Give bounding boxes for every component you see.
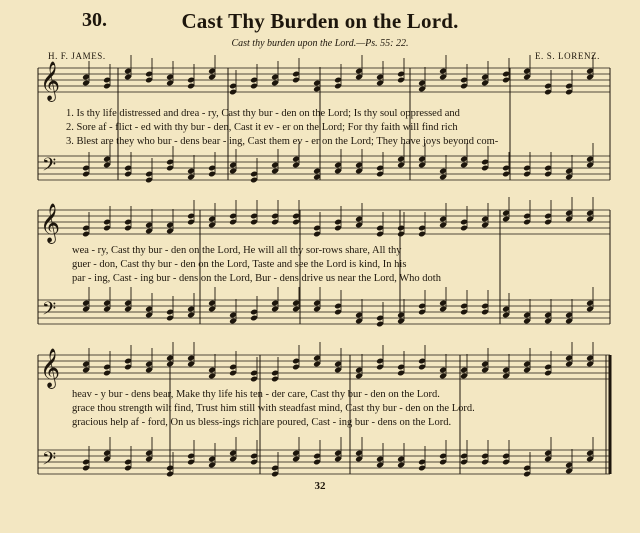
composer-credit: E. S. LORENZ. [534,51,600,61]
lyric-line: grace thou strength wilt find, Trust him still with steadfast mind, Cast thy bur - den on the Lord. [72,403,475,414]
scripture-epigraph: Cast thy burden upon the Lord.—Ps. 55: 22. [231,38,409,49]
lyric-line: gracious help af - ford, On us bless-ings rich are poured, Cast - ing bur - dens on the Lord. [72,417,452,428]
lyric-line: guer - don, Cast thy bur - den on the Lord, Taste and see the Lord is kind, In his [72,259,407,270]
treble-clef-icon: 𝄞 [40,348,61,388]
lyric-line: 2. Sore af - flict - ed with thy bur - den, Cast it ev - er on the Lord; For thy faith will find rich [66,122,458,133]
treble-clef-icon: 𝄞 [40,61,61,101]
lyric-line: par - ing, Cast - ing bur - dens on the Lord, Bur - dens drive us near the Lord, Who doth [72,273,441,284]
page-number: 32 [314,480,326,492]
bass-clef-icon: 𝄢 [42,155,57,180]
lyric-line: wea - ry, Cast thy bur - den on the Lord, He will all thy sor-rows share, All thy [72,245,402,256]
lyric-line: heav - y bur - dens bear, Make thy life his ten - der care, Cast thy bur - den on the Lord. [72,389,440,400]
lyric-line: 3. Blest are they who bur - dens bear - ing, Cast them ev - er on the Lord; They have joys beyond com- [66,136,499,147]
lyricist-credit: H. F. JAMES. [48,51,106,61]
hymn-title: Cast Thy Burden on the Lord. [181,9,459,33]
hymn-number: 30. [82,9,107,31]
bass-clef-icon: 𝄢 [42,449,57,474]
lyric-line: 1. Is thy life distressed and drea - ry, Cast thy bur - den on the Lord; Is thy soul oppressed and [66,108,460,119]
bass-clef-icon: 𝄢 [42,299,57,324]
treble-clef-icon: 𝄞 [40,203,61,243]
